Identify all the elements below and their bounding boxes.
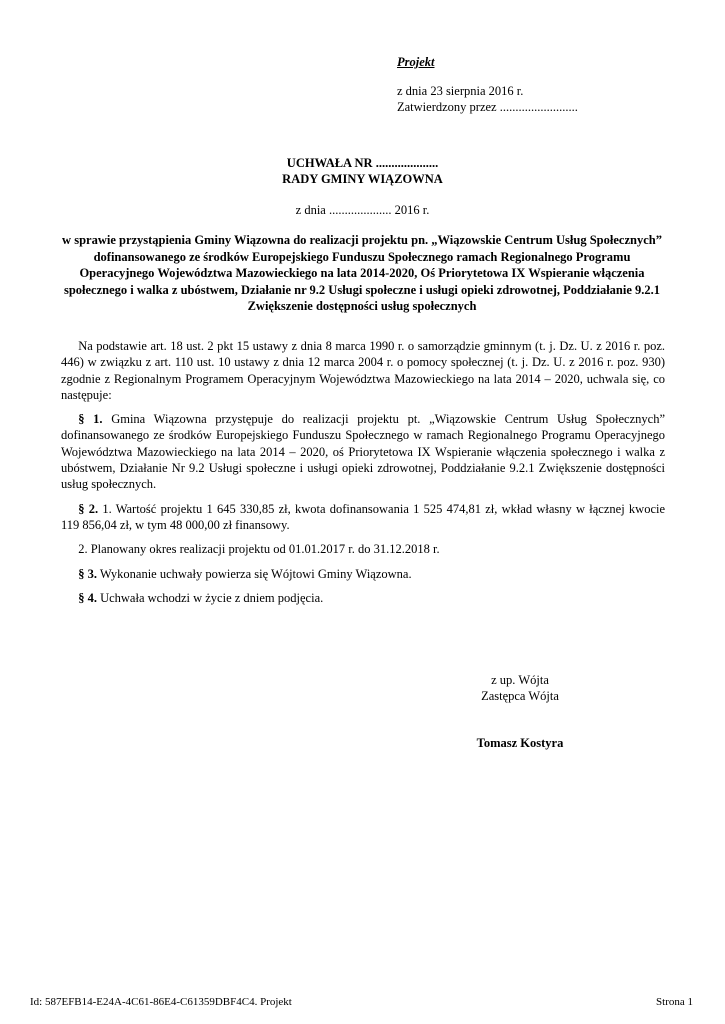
resolution-body [61, 338, 665, 614]
status-label: Projekt [397, 55, 435, 69]
paragraph-4 [61, 590, 665, 606]
paragraph-2 [61, 501, 665, 534]
paragraph-3-text: Wykonanie uchwały powierza się Wójtowi Gminy Wiązowna. [96, 566, 412, 581]
approved-by-line: Zatwierdzony przez ......................... [397, 100, 578, 114]
paragraph-1 [61, 411, 665, 492]
document-header [397, 54, 697, 115]
signature-role: Zastępca Wójta [481, 689, 559, 703]
signature-authority: z up. Wójta [491, 673, 549, 687]
paragraph-2-item-2: 2. Planowany okres realizacji projektu od 01.01.2017 r. do 31.12.2018 r. [78, 542, 440, 557]
preamble: Na podstawie art. 18 ust. 2 pkt 15 ustawy z dnia 8 marca 1990 r. o samorządzie gminnym (t. j. Dz. U. z 2016 r. poz. 446) w związku z art. 110 ust. 10 ustawy z dnia 12 marca 2004 r. o pomocy społecznej (t. j. Dz. U. z 2016 r. poz. 930) zgodnie z Regionalnym Programem Operacyjnym Województwa Mazowieckiego na lata 2014 – 2020, uchwala się, co następuje: [61, 339, 665, 402]
paragraph-1-label: § 1. [78, 412, 103, 427]
resolution-date: z dnia .................... 2016 r. [295, 203, 430, 217]
resolution-subject: w sprawie przystąpienia Gminy Wiązowna do realizacji projektu pn. „Wiązowskie Centrum Usług Społecznych” dofinansowanego ze środków Europejskiego Funduszu Społecznego ramach Regionalnego Programu Operacyjnego Województwa Mazowieckiego na lata 2014-2020, Oś Priorytetowa IX Wspieranie włączenia społecznego i walka z ubóstwem, Działanie nr 9.2 Usługi społeczne i usługi opieki zdrowotnej, Poddziałanie 9.2.1 Zwiększenie dostępności usług społecznych [62, 233, 662, 313]
paragraph-3 [61, 566, 665, 582]
paragraph-1-text: Gmina Wiązowna przystępuje do realizacji projektu pt. „Wiązowskie Centrum Usług Społecznych” dofinansowanego ze środków Europejskiego Funduszu Społecznego w ramach Regionalnego Programu Operacyjnego Województwa Mazowieckiego na lata 2014 – 2020, oś Priorytetowa IX Wspieranie włączenia społecznego i walka z ubóstwem, Działanie Nr 9.2 Usługi społeczne i usługi opieki zdrowotnej, Poddziałanie 9.2.1 Zwiększenie dostępności usług społecznych. [61, 412, 665, 492]
header-date: z dnia 23 sierpnia 2016 r. [397, 84, 524, 98]
resolution-number: UCHWAŁA NR .................... [286, 156, 439, 170]
signatory-name: Tomasz Kostyra [476, 736, 564, 750]
document-id: Id: 587EFB14-E24A-4C61-86E4-C61359DBF4C4. Projekt [30, 996, 292, 1008]
paragraph-4-label: § 4. [78, 590, 97, 605]
paragraph-2-text: 1. Wartość projektu 1 645 330,85 zł, kwota dofinansowania 1 525 474,81 zł, wkład własny w łącznej kwocie 119 856,04 zł, w tym 48 000,00 zł finansowy. [61, 501, 666, 532]
paragraph-4-text: Uchwała wchodzi w życie z dniem podjęcia. [96, 590, 324, 605]
paragraph-2-label: § 2. [78, 501, 99, 516]
page-number: Strona 1 [656, 996, 693, 1008]
paragraph-3-label: § 3. [78, 566, 97, 581]
signature-block [440, 672, 600, 751]
council-name: RADY GMINY WIĄZOWNA [282, 172, 443, 186]
